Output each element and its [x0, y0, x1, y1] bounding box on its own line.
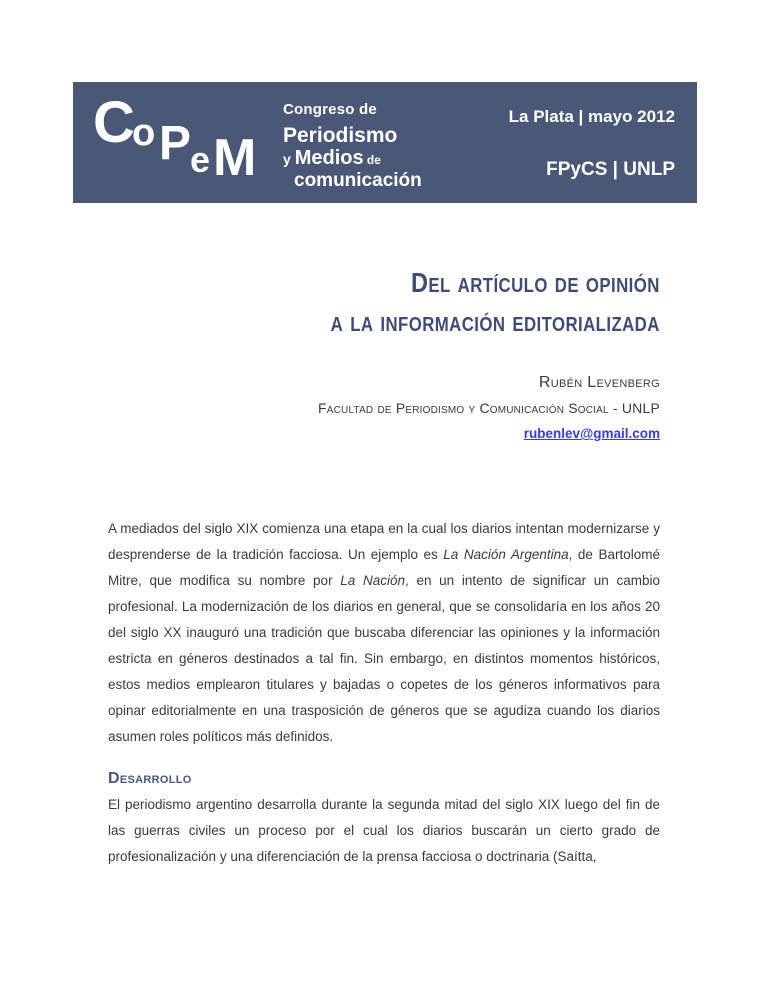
author-email-row	[318, 425, 660, 443]
congress-line-4: comunicación	[294, 169, 422, 191]
italic-la-nacion-argentina: La Nación Argentina	[443, 547, 569, 562]
paragraph-1-text-a: A mediados del siglo XIX comienza una etapa en la cual los diarios intentan modernizarse y desprenderse de la tradición facciosa. Un ejemplo es	[108, 521, 660, 562]
congress-line-1: Congreso de	[283, 101, 377, 118]
paper-body	[108, 516, 660, 870]
email-link[interactable]: rubenlev@gmail.com	[523, 426, 660, 441]
congress-wordmark	[283, 102, 422, 191]
conference-banner	[73, 82, 697, 203]
logo-letter-o: o	[132, 112, 156, 154]
section-heading-desarrollo: Desarrollo	[108, 770, 192, 787]
congress-line-3-y: y	[283, 151, 295, 168]
logo-letter-p: P	[159, 117, 192, 170]
paragraph-1-text-b: , de Bartolomé Mitre, que modifica su nombre por	[108, 547, 660, 588]
paragraph-2: El periodismo argentino desarrolla durante la segunda mitad del siglo XIX luego del fin de las guerras civiles un proceso por el cual los diarios buscarán un cierto grado de profesionalización y una diferenciación de la prensa facciosa o doctrinaria (Saítta,	[108, 797, 660, 864]
congress-line-3-medios: Medios	[294, 147, 364, 170]
paragraph-1-text-c: , en un intento de significar un cambio profesional. La modernización de los diarios en general, que se consolidaría en los años 20 del siglo XX inauguró una tradición que buscaba diferenciar las opiniones y la información estricta en géneros destinados a tal fin. Sin embargo, en distintos momentos históricos, estos medios emplearon titulares y bajadas o copetes de los géneros informativos para opinar editorialmente en una trasposición de géneros que se agudiza cuando los diarios asumen roles políticos más definidos.	[108, 573, 661, 744]
paper-title-line-2: a la información editorializada	[330, 306, 660, 337]
italic-la-nacion: La Nación	[340, 573, 405, 588]
author-affiliation: Facultad de Periodismo y Comunicación Social - UNLP	[318, 400, 660, 416]
copem-logo	[93, 92, 288, 196]
congress-line-3-de: de	[363, 153, 381, 168]
author-name: Rubén Levenberg	[538, 374, 660, 391]
logo-letter-c: C	[93, 90, 135, 155]
location-date-label: La Plata | mayo 2012	[508, 107, 675, 126]
congress-line-2: Periodismo	[283, 123, 398, 147]
paper-title-line-1: Del artículo de opinión	[411, 267, 660, 298]
logo-letter-e: e	[190, 139, 211, 180]
author-block	[318, 374, 660, 443]
institution-label: FPyCS | UNLP	[546, 159, 675, 180]
paper-title	[268, 263, 660, 341]
paragraph-1	[108, 516, 660, 750]
logo-letter-m: M	[213, 129, 257, 187]
congress-line-3	[283, 147, 422, 169]
